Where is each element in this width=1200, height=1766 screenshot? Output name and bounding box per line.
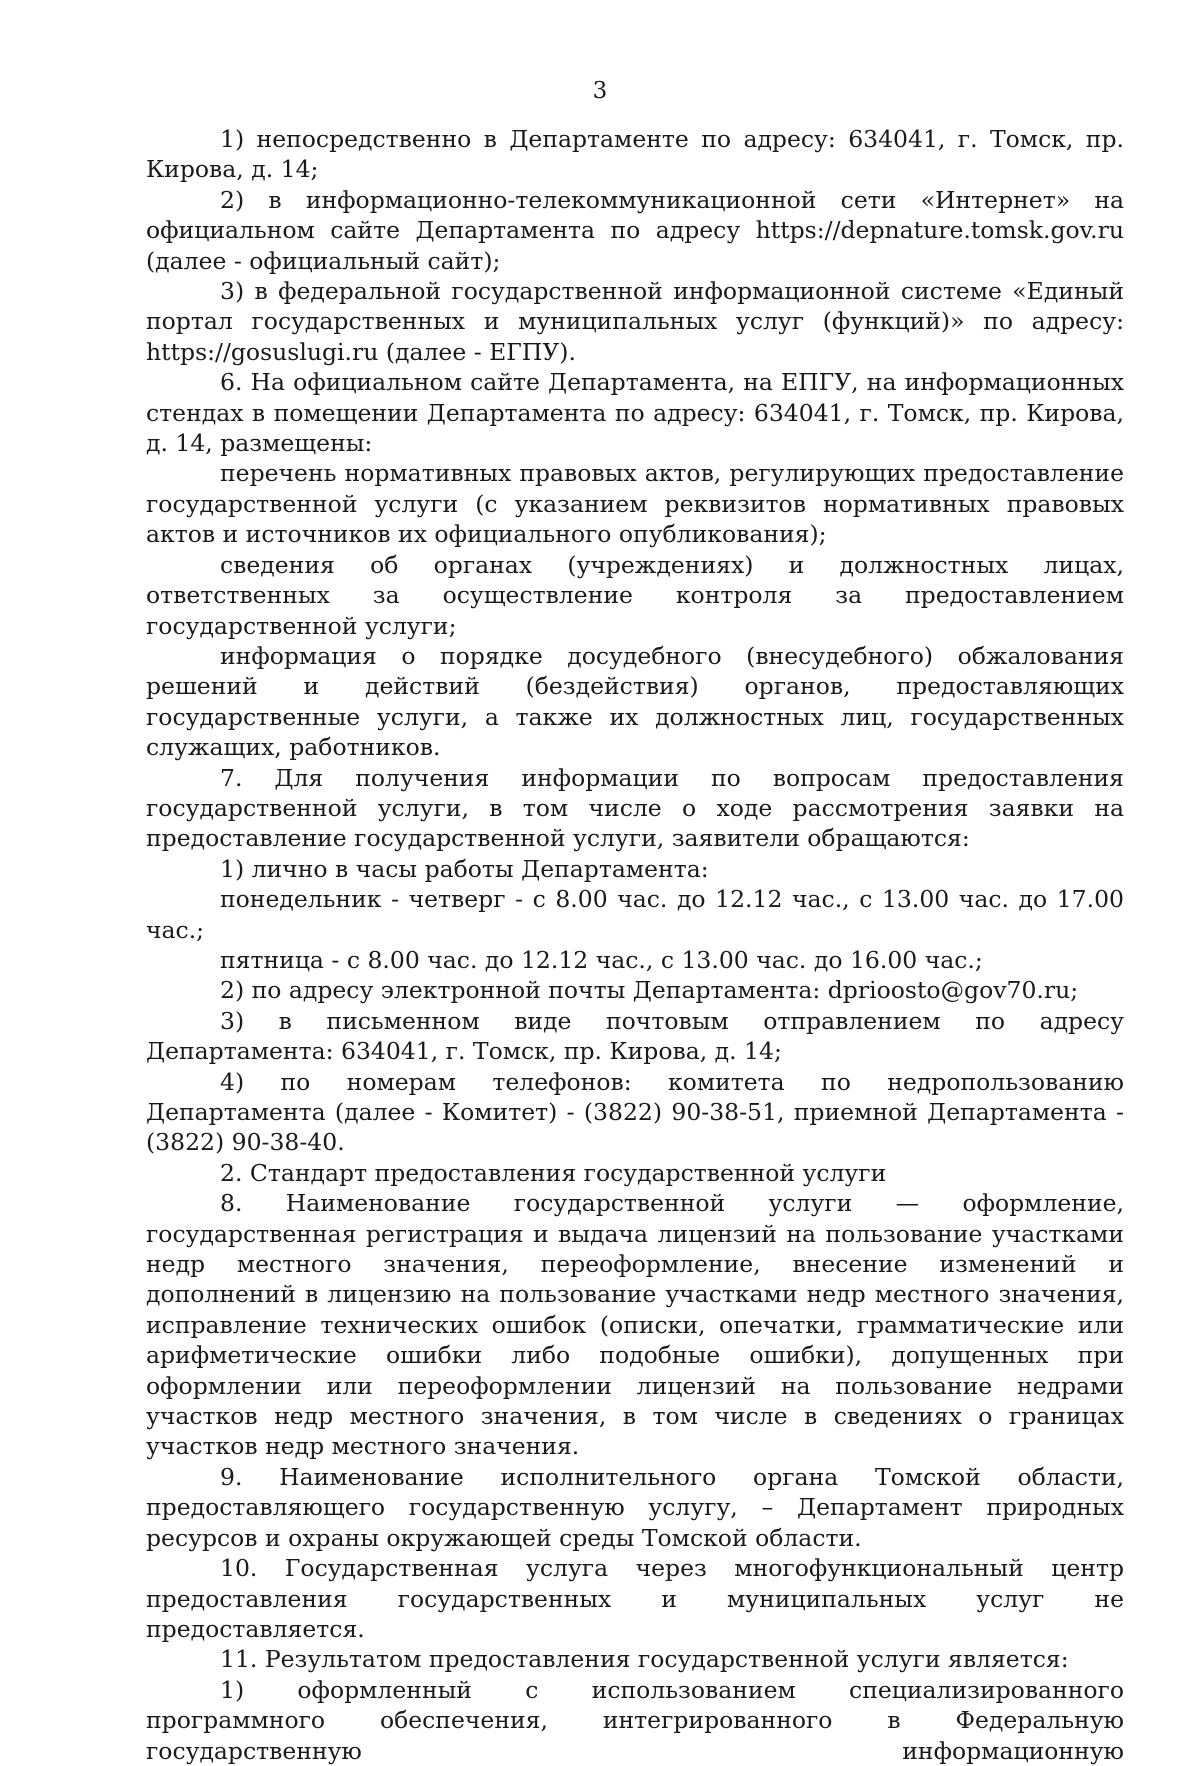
paragraph: 9. Наименование исполнительного органа Томской области, предоставляющего государственную услугу, – Департамент природных ресурсов и охраны окружающей среды Томской области. xyxy=(146,1462,1124,1552)
section-heading: 2. Стандарт предоставления государственной услуги xyxy=(220,1158,887,1187)
paragraph: 3) в письменном виде почтовым отправлением по адресу Департамента: 634041, г. Томск, пр. Кирова, д. 14; xyxy=(146,1006,1124,1066)
paragraph: 1) непосредственно в Департаменте по адресу: 634041, г. Томск, пр. Кирова, д. 14; xyxy=(146,125,1124,184)
paragraph: перечень нормативных правовых актов, регулирующих предоставление государственной услуги (с указанием реквизитов нормативных правовых актов и источников их официального опубликования); xyxy=(146,459,1124,549)
document-body xyxy=(146,124,1124,1766)
paragraph: 1) оформленный с использованием специализированного программного обеспечения, интегрированного в Федеральную государственную информационную xyxy=(146,1675,1124,1765)
paragraph: 3) в федеральной государственной информационной системе «Единый портал государственных и муниципальных услуг (функций)» по адресу: https://gosuslugi.ru (далее - ЕГПУ). xyxy=(146,277,1124,366)
paragraph: 2) по адресу электронной почты Департамента: dprioosto@gov70.ru; xyxy=(220,976,1079,1005)
paragraph: 2) в информационно-телекоммуникационной сети «Интернет» на официальном сайте Департамента по адресу https://depnature.tomsk.gov.ru (далее - официальный сайт); xyxy=(146,185,1124,275)
paragraph: 1) лично в часы работы Департамента: xyxy=(220,854,709,883)
paragraph: понедельник - четверг - с 8.00 час. до 12.12 час., с 13.00 час. до 17.00 час.; xyxy=(146,885,1124,944)
paragraph: пятница - с 8.00 час. до 12.12 час., с 13.00 час. до 16.00 час.; xyxy=(220,945,983,974)
paragraph: 10. Государственная услуга через многофункциональный центр предоставления государственных и муниципальных услуг не предоставляется. xyxy=(146,1554,1124,1643)
paragraph: сведения об органах (учреждениях) и должностных лицах, ответственных за осуществление контроля за предоставлением государственной услуги; xyxy=(146,550,1124,640)
paragraph: 6. На официальном сайте Департамента, на ЕПГУ, на информационных стендах в помещении Департамента по адресу: 634041, г. Томск, пр. Кирова, д. 14, размещены: xyxy=(146,368,1124,458)
page-number: 3 xyxy=(592,78,608,104)
paragraph: 11. Результатом предоставления государственной услуги является: xyxy=(220,1645,1069,1674)
paragraph: 4) по номерам телефонов: комитета по недропользованию Департамента (далее - Комитет) - (3822) 90-38-51, приемной Департамента - (3822) 90-38-40. xyxy=(146,1067,1124,1157)
paragraph: информация о порядке досудебного (внесудебного) обжалования решений и действий (бездействия) органов, предоставляющих государственные услуги, а также их должностных лиц, государственных служащих, работников. xyxy=(146,641,1124,762)
paragraph: 8. Наименование государственной услуги — оформление, государственная регистрация и выдача лицензий на пользование участками недр местного значения, переоформление, внесение изменений и дополнений в лицензию на пользование участками недр местного значения, исправление технических ошибок (описки, опечатки, грамматические или арифметические ошибки либо подобные ошибки), допущенных при оформлении или переоформлении лицензий на пользование недрами участков недр местного значения, в том числе в сведениях о границах участков недр местного значения. xyxy=(146,1189,1124,1461)
paragraph: 7. Для получения информации по вопросам предоставления государственной услуги, в том числе о ходе рассмотрения заявки на предоставление государственной услуги, заявители обращаются: xyxy=(146,763,1124,853)
